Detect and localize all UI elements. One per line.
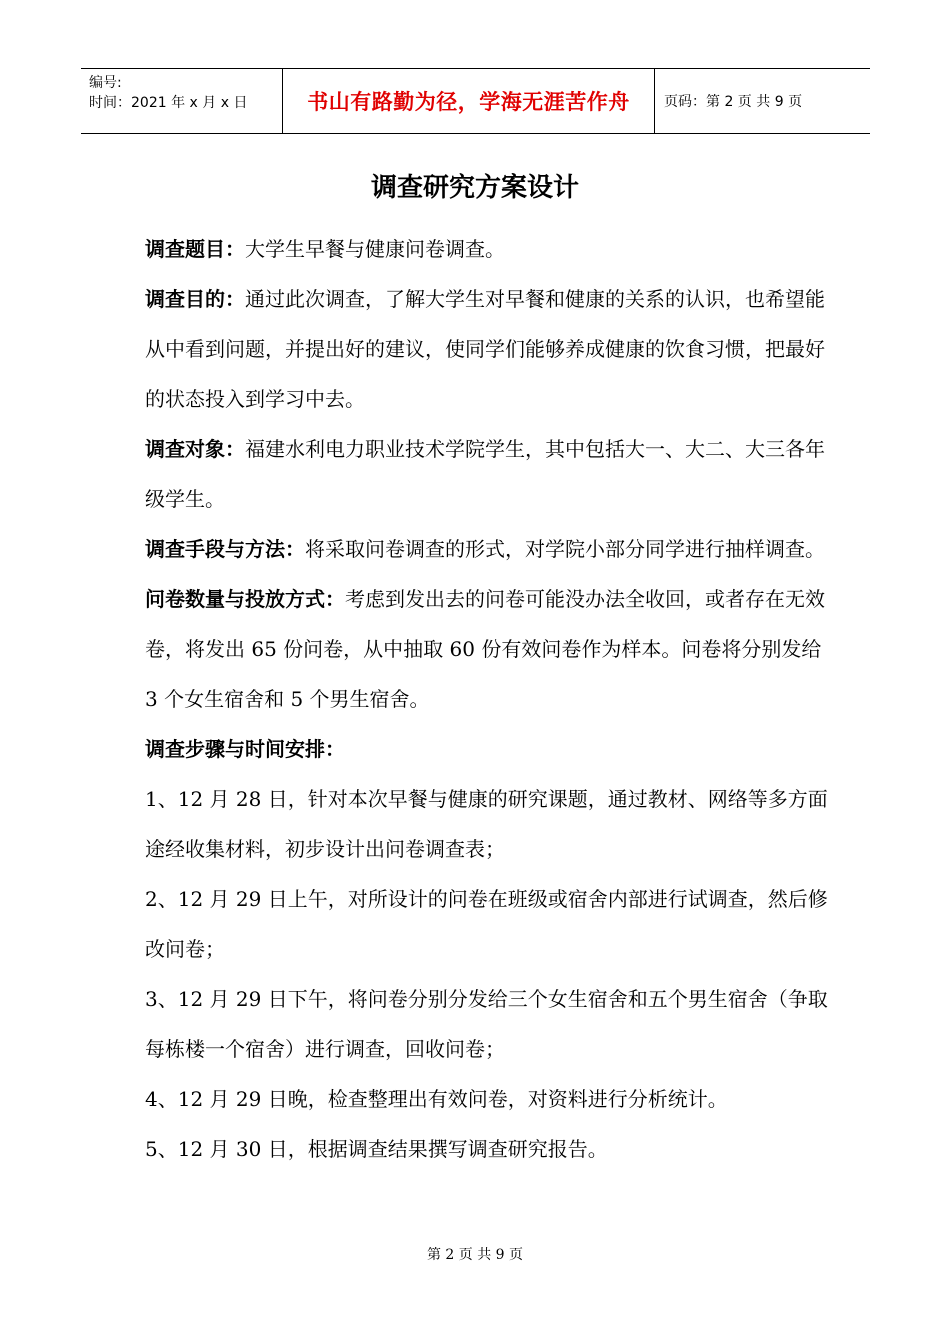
document-date: 时间：2021 年 x 月 x 日	[89, 95, 248, 111]
schedule-step: 4、12 月 29 日晚，检查整理出有效问卷，对资料进行分析统计。	[145, 1087, 728, 1111]
schedule-step: 3、12 月 29 日下午，将问卷分别分发给三个女生宿舍和五个男生宿舍（争取每栋楼一个宿舍）进行调查，回收问卷；	[145, 987, 828, 1061]
document-number-label: 编号:	[89, 75, 122, 91]
schedule-step: 5、12 月 30 日，根据调查结果撰写调查研究报告。	[145, 1137, 608, 1161]
section-text: 通过此次调查，了解大学生对早餐和健康的关系的认识，也希望能从中看到问题，并提出好的建议，使同学们能够养成健康的饮食习惯，把最好的状态投入到学习中去。	[145, 287, 825, 411]
section-label: 问卷数量与投放方式：	[145, 587, 345, 611]
section-topic	[145, 224, 835, 274]
section-methods	[145, 524, 835, 574]
header-table	[81, 68, 870, 134]
document-title: 调查研究方案设计	[370, 173, 579, 203]
page-footer: 第 2 页 共 9 页	[426, 1247, 524, 1263]
section-text: 大学生早餐与健康问卷调查。	[245, 237, 505, 261]
section-text: 福建水利电力职业技术学院学生，其中包括大一、大二、大三各年级学生。	[145, 437, 825, 511]
header-motto: 书山有路勤为径，学海无涯苦作舟	[282, 69, 655, 133]
section-label: 调查步骤与时间安排：	[145, 737, 345, 761]
document-body	[145, 224, 835, 1174]
schedule-step: 2、12 月 29 日上午，对所设计的问卷在班级或宿舍内部进行试调查，然后修改问卷；	[145, 887, 828, 961]
section-purpose	[145, 274, 835, 424]
section-label: 调查目的：	[145, 287, 245, 311]
header-page-info: 页码：第 2 页 共 9 页	[664, 94, 803, 110]
section-label: 调查题目：	[145, 237, 245, 261]
section-text: 将采取问卷调查的形式，对学院小部分同学进行抽样调查。	[305, 537, 825, 561]
header-meta-cell	[81, 69, 282, 133]
section-text: 考虑到发出去的问卷可能没办法全收回，或者存在无效卷，将发出 65 份问卷，从中抽取 60 份有效问卷作为样本。问卷将分别发给 3 个女生宿舍和 5 个男生宿舍。	[145, 587, 825, 711]
section-schedule	[145, 724, 835, 774]
section-label: 调查对象：	[145, 437, 245, 461]
schedule-step: 1、12 月 28 日，针对本次早餐与健康的研究课题，通过教材、网络等多方面途经收集材料，初步设计出问卷调查表；	[145, 787, 828, 861]
section-label: 调查手段与方法：	[145, 537, 305, 561]
section-distribution	[145, 574, 835, 724]
section-subjects	[145, 424, 835, 524]
